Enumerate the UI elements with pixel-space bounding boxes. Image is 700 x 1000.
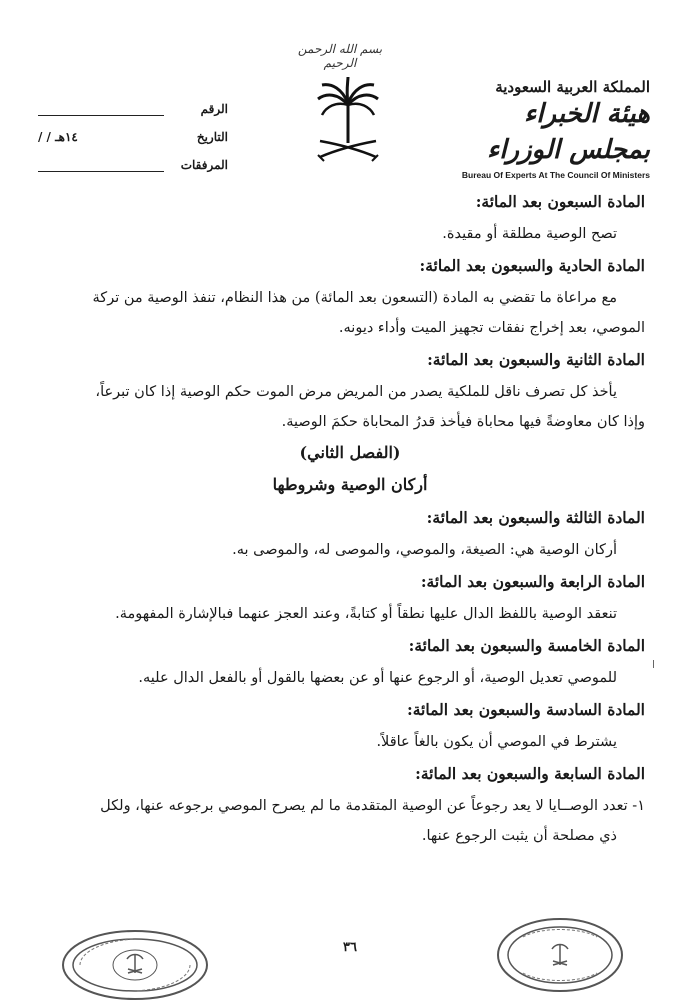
article-text: يأخذ كل تصرف ناقل للملكية يصدر من المريض مرض الموت حكم الوصية إذا كان تبرعاً، [95,384,617,400]
bureau-name-english: Bureau Of Experts At The Council Of Ministers [461,170,650,180]
ref-number-label: الرقم [200,102,228,116]
organization-block [450,78,650,180]
chapter-title: (الفصل الثاني) [299,443,401,462]
article-heading: المادة الثالثة والسبعون بعد المائة: [426,508,645,527]
article-text: تنعقد الوصية باللفظ الدال عليها نطقاً أو كتابةً، وعند العجز عنهما فبالإشارة المفهومة. [115,606,617,622]
official-seal-right-icon [495,915,625,995]
attachments-line [38,158,164,172]
attachments-label: المرفقات [180,158,228,172]
article-heading: المادة السبعون بعد المائة: [475,192,645,211]
official-seal-left-icon [60,925,210,1000]
bismillah: بسم الله الرحمن الرحيم [297,42,383,70]
ref-number-line [38,102,164,116]
date-label: التاريخ [196,130,228,144]
date-format: / / ١٤هـ [38,130,78,144]
saudi-emblem-icon [312,75,384,170]
margin-mark [652,660,655,668]
article-text: مع مراعاة ما تقضي به المادة (التسعون بعد المائة) من هذا النظام، تنفذ الوصية من تركة [92,290,617,306]
document-body [55,185,645,851]
article-heading: المادة الثانية والسبعون بعد المائة: [427,350,645,369]
article-text: وإذا كان معاوضةً فيها محاباة فيأخذ قدرُ المحاباة حكمَ الوصية. [281,414,645,430]
article-text: تصح الوصية مطلقة أو مقيدة. [442,226,617,242]
ref-number-row [38,88,228,116]
date-row [38,116,228,144]
article-text: الموصي، بعد إخراج نفقات تجهيز الميت وأداء ديونه. [338,320,645,336]
article-text: للموصي تعديل الوصية، أو الرجوع عنها أو عن بعضها بالقول أو بالفعل الدال عليه. [138,670,617,686]
article-heading: المادة السابعة والسبعون بعد المائة: [415,764,645,783]
article-text: يشترط في الموصي أن يكون بالغاً عاقلاً. [376,734,617,750]
page-number: ٣٦ [343,940,357,955]
article-heading: المادة الخامسة والسبعون بعد المائة: [408,636,645,655]
article-heading: المادة الرابعة والسبعون بعد المائة: [420,572,645,591]
article-text: ١- تعدد الوصــايا لا يعد رجوعاً عن الوصية المتقدمة ما لم يصرح الموصي برجوعه عنها، ولكل [100,798,645,814]
kingdom-name: المملكة العربية السعودية [495,78,650,96]
article-text: أركان الوصية هي: الصيغة، والموصي، والموصى له، والموصى به. [232,542,617,558]
article-heading: المادة السادسة والسبعون بعد المائة: [407,700,645,719]
bureau-name-arabic: هيئة الخبراء بمجلس الوزراء [487,99,650,165]
letterhead [0,0,700,185]
attachments-row [38,144,228,172]
chapter-subtitle: أركان الوصية وشروطها [272,475,428,494]
reference-fields [38,88,228,172]
article-heading: المادة الحادية والسبعون بعد المائة: [419,256,645,275]
article-text: ذي مصلحة أن يثبت الرجوع عنها. [421,828,617,844]
